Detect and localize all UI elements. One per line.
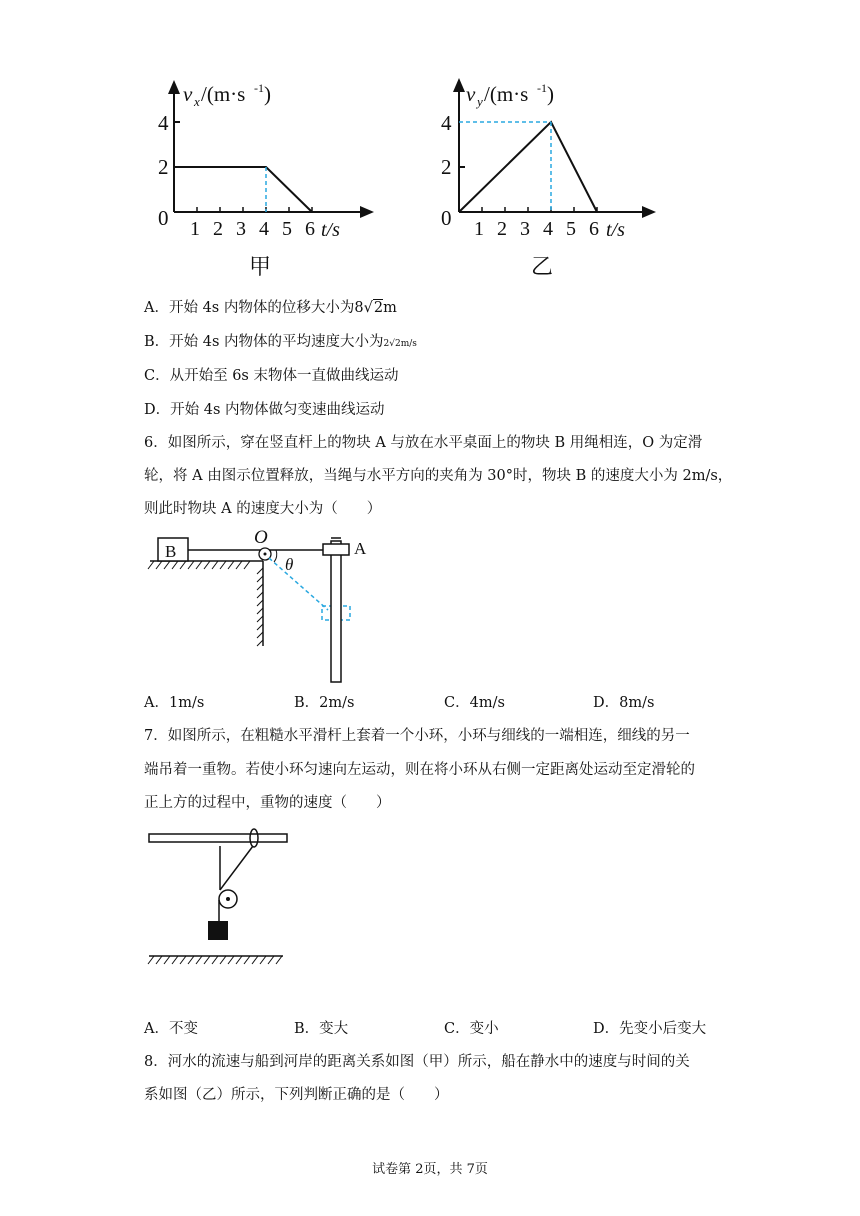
right-ylabel-close: ) — [547, 82, 554, 106]
right-ylabel-unit: /(m·s — [484, 82, 529, 106]
q7-weight — [208, 921, 228, 940]
q5-option-a — [144, 298, 397, 318]
q5-option-a-coef: 8 — [354, 300, 364, 316]
q6-dashed-rope — [269, 558, 328, 610]
q5-option-b-value: 2√2m/s — [383, 339, 417, 349]
q6-label-theta: θ — [285, 555, 294, 574]
right-ylabel-sub: y — [477, 94, 483, 109]
q6-line-3: 则此时物块 A 的速度大小为（ ） — [144, 501, 382, 517]
q5-option-b-text: B．开始 4s 内物体的平均速度大小为 — [144, 334, 384, 350]
left-xtick-label-2: 2 — [213, 218, 223, 240]
right-xlabel: t/s — [606, 219, 625, 241]
left-xtick-label-1: 1 — [190, 218, 200, 240]
q7-pulley-axle — [226, 897, 230, 901]
right-ytick-label-2: 2 — [441, 155, 452, 179]
q6-option-b: B．2m/s — [294, 695, 355, 711]
chart-left — [158, 80, 374, 279]
right-ylabel-exp: -1 — [537, 81, 547, 95]
q7-option-b: B．变大 — [294, 1021, 349, 1037]
q8-line-1: 8．河水的流速与船到河岸的距离关系如图（甲）所示，船在静水中的速度与时间的关 — [144, 1054, 690, 1070]
left-xtick-label-3: 3 — [236, 218, 246, 240]
left-xtick-label-5: 5 — [282, 218, 292, 240]
q5-option-c: C．从开始至 6s 末物体一直做曲线运动 — [144, 368, 399, 384]
q6-line-1: 6．如图所示，穿在竖直杆上的物块 A 与放在水平桌面上的物块 B 用绳相连，O 为定滑 — [144, 435, 703, 451]
left-xlabel: t/s — [321, 219, 340, 241]
q6-angle-arc — [274, 550, 277, 562]
right-ylabel-v: v — [466, 82, 476, 106]
q6-block-a — [323, 544, 349, 555]
left-ylabel-close: ) — [264, 82, 271, 106]
q6-option-d: D．8m/s — [593, 695, 655, 711]
chart-right — [441, 78, 656, 279]
right-caption: 乙 — [531, 254, 554, 279]
left-xtick-label-4: 4 — [259, 218, 269, 240]
left-ytick-label-2: 2 — [158, 155, 169, 179]
q7-ground-hatch — [148, 956, 282, 964]
left-y-arrow — [168, 80, 180, 94]
q6-option-a: A．1m/s — [144, 695, 205, 711]
q8-line-2: 系如图（乙）所示，下列判断正确的是（ ） — [144, 1087, 449, 1103]
right-y-arrow — [453, 78, 465, 92]
q7-string-slanted — [220, 846, 253, 890]
right-xtick-label-2: 2 — [497, 218, 507, 240]
q6-vertical-rod — [331, 541, 341, 682]
left-ylabel-unit: /(m·s — [201, 82, 246, 106]
left-x-arrow — [360, 206, 374, 218]
left-ylabel-sub: x — [194, 94, 200, 109]
left-ylabel-v: v — [183, 82, 193, 106]
q5-option-a-radicand: 2 — [373, 300, 384, 316]
q6-label-a: A — [354, 539, 367, 558]
right-ytick-label-4: 4 — [441, 111, 452, 135]
right-ytick-label-0: 0 — [441, 206, 452, 230]
q7-line-1: 7．如图所示，在粗糙水平滑杆上套着一个小环，小环与细线的一端相连，细线的另一 — [144, 728, 690, 744]
q7-figure — [140, 826, 300, 971]
q7-line-2: 端吊着一重物。若使小环匀速向左运动，则在将小环从右侧一定距离处运动至定滑轮的 — [144, 762, 695, 778]
velocity-charts — [0, 0, 860, 290]
left-series-line — [174, 167, 312, 212]
page-footer: 试卷第 2页，共 7页 — [372, 1162, 488, 1177]
q5-option-a-unit: m — [383, 300, 397, 316]
q6-label-o: O — [254, 528, 268, 548]
right-xtick-label-1: 1 — [474, 218, 484, 240]
q6-edge-hatch — [257, 568, 263, 646]
left-ytick-label-0: 0 — [158, 206, 169, 230]
q6-figure — [140, 528, 380, 688]
left-caption: 甲 — [249, 254, 272, 279]
q5-option-b — [144, 332, 417, 354]
q7-rod — [149, 834, 287, 842]
q7-option-a: A．不变 — [144, 1021, 198, 1037]
left-xtick-label-6: 6 — [305, 218, 315, 240]
q5-option-d: D．开始 4s 内物体做匀变速曲线运动 — [144, 402, 385, 418]
q6-table-hatch — [148, 561, 250, 569]
q5-option-a-text: A．开始 4s 内物体的位移大小为 — [144, 300, 355, 316]
q6-option-c: C．4m/s — [444, 695, 505, 711]
q6-line-2: 轮，将 A 由图示位置释放，当绳与水平方向的夹角为 30°时，物块 B 的速度大小为 2m/s， — [144, 468, 733, 484]
left-ytick-label-4: 4 — [158, 111, 169, 135]
left-ylabel-exp: -1 — [254, 81, 264, 95]
q7-line-3: 正上方的过程中，重物的速度（ ） — [144, 795, 391, 811]
right-xtick-label-4: 4 — [543, 218, 553, 240]
right-series-line — [459, 122, 597, 212]
right-x-arrow — [642, 206, 656, 218]
sqrt-symbol: √ — [363, 300, 373, 316]
q6-pulley-axle — [264, 553, 267, 556]
q7-option-d: D．先变小后变大 — [593, 1021, 707, 1037]
q7-option-c: C．变小 — [444, 1021, 499, 1037]
right-xtick-label-3: 3 — [520, 218, 530, 240]
right-xtick-label-6: 6 — [589, 218, 599, 240]
right-xtick-label-5: 5 — [566, 218, 576, 240]
q6-label-b: B — [165, 542, 177, 561]
